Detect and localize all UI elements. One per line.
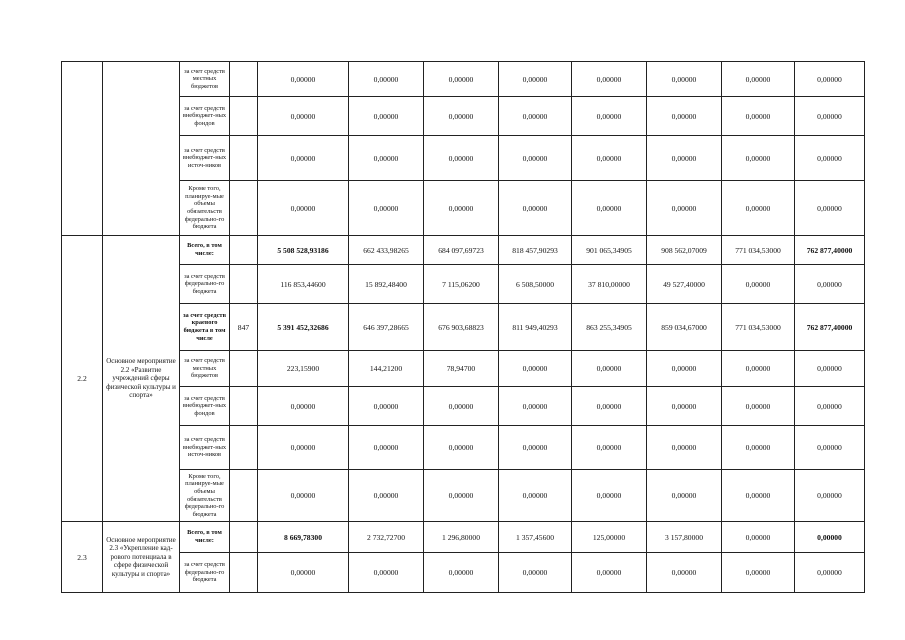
year-amount: 0,00000	[722, 136, 795, 181]
measure-name: Основное мероприятие 2.2 «Развитие учреждений сферы физической культуры и спорта»	[103, 236, 180, 522]
year-amount: 125,00000	[572, 522, 647, 553]
total-amount: 0,00000	[258, 97, 349, 136]
year-amount: 0,00000	[795, 553, 865, 593]
year-amount: 0,00000	[647, 181, 722, 236]
admin-code: 847	[230, 304, 258, 351]
year-amount: 0,00000	[795, 522, 865, 553]
year-amount: 0,00000	[499, 136, 572, 181]
year-amount: 818 457,90293	[499, 236, 572, 265]
year-amount: 0,00000	[499, 470, 572, 522]
year-amount: 0,00000	[499, 426, 572, 470]
year-amount: 0,00000	[722, 62, 795, 97]
year-amount: 0,00000	[647, 97, 722, 136]
year-amount: 0,00000	[795, 181, 865, 236]
year-amount: 0,00000	[795, 97, 865, 136]
funding-source: за счет средств внебюджет-ных источ-ников	[180, 136, 230, 181]
total-amount: 8 669,78300	[258, 522, 349, 553]
year-amount: 0,00000	[795, 351, 865, 387]
year-amount: 0,00000	[647, 470, 722, 522]
year-amount: 0,00000	[722, 265, 795, 304]
year-amount: 1 296,80000	[424, 522, 499, 553]
year-amount: 0,00000	[424, 553, 499, 593]
year-amount: 0,00000	[572, 136, 647, 181]
year-amount: 0,00000	[424, 62, 499, 97]
year-amount: 0,00000	[647, 387, 722, 426]
year-amount: 0,00000	[499, 351, 572, 387]
funding-source: за счет средств внебюджет-ных фондов	[180, 387, 230, 426]
measure-name	[103, 62, 180, 236]
funding-source: за счет средств местных бюджетов	[180, 62, 230, 97]
year-amount: 0,00000	[647, 553, 722, 593]
year-amount: 0,00000	[499, 181, 572, 236]
table-row	[62, 265, 865, 304]
year-amount: 0,00000	[499, 387, 572, 426]
admin-code	[230, 97, 258, 136]
year-amount: 0,00000	[349, 470, 424, 522]
admin-code	[230, 181, 258, 236]
year-amount: 0,00000	[349, 97, 424, 136]
year-amount: 0,00000	[499, 62, 572, 97]
total-amount: 0,00000	[258, 387, 349, 426]
year-amount: 762 877,40000	[795, 236, 865, 265]
year-amount: 0,00000	[795, 387, 865, 426]
measure-name: Основное мероприятие 2.3 «Укрепление кад-рового потенциала в сфере физической культуры и спорта»	[103, 522, 180, 593]
table-row	[62, 236, 865, 265]
year-amount: 2 732,72700	[349, 522, 424, 553]
year-amount: 771 034,53000	[722, 236, 795, 265]
year-amount: 0,00000	[572, 351, 647, 387]
year-amount: 0,00000	[722, 522, 795, 553]
year-amount: 0,00000	[349, 387, 424, 426]
year-amount: 0,00000	[572, 181, 647, 236]
funding-source: за счет средств внебюджет-ных фондов	[180, 97, 230, 136]
total-amount: 5 508 528,93186	[258, 236, 349, 265]
year-amount: 78,94700	[424, 351, 499, 387]
year-amount: 0,00000	[795, 426, 865, 470]
admin-code	[230, 136, 258, 181]
total-amount: 0,00000	[258, 426, 349, 470]
year-amount: 0,00000	[349, 62, 424, 97]
funding-source: Всего, в том числе:	[180, 522, 230, 553]
admin-code	[230, 387, 258, 426]
item-number	[62, 62, 103, 236]
year-amount: 0,00000	[499, 553, 572, 593]
year-amount: 0,00000	[424, 426, 499, 470]
year-amount: 811 949,40293	[499, 304, 572, 351]
year-amount: 3 157,80000	[647, 522, 722, 553]
year-amount: 0,00000	[795, 62, 865, 97]
year-amount: 863 255,34905	[572, 304, 647, 351]
funding-source: за счет средств внебюджет-ных источ-ников	[180, 426, 230, 470]
item-number: 2.3	[62, 522, 103, 593]
year-amount: 6 508,50000	[499, 265, 572, 304]
year-amount: 662 433,98265	[349, 236, 424, 265]
funding-source: за счет средств федерально-го бюджета	[180, 553, 230, 593]
year-amount: 0,00000	[349, 553, 424, 593]
admin-code	[230, 351, 258, 387]
funding-source: за счет средств краевого бюджета в том числе	[180, 304, 230, 351]
year-amount: 1 357,45600	[499, 522, 572, 553]
funding-source: за счет средств федерально-го бюджета	[180, 265, 230, 304]
table-body	[62, 62, 865, 593]
year-amount: 0,00000	[499, 97, 572, 136]
total-amount: 0,00000	[258, 553, 349, 593]
year-amount: 15 892,48400	[349, 265, 424, 304]
total-amount: 0,00000	[258, 181, 349, 236]
table-row	[62, 426, 865, 470]
total-amount: 0,00000	[258, 136, 349, 181]
year-amount: 0,00000	[647, 426, 722, 470]
admin-code	[230, 236, 258, 265]
admin-code	[230, 426, 258, 470]
year-amount: 0,00000	[349, 181, 424, 236]
item-number: 2.2	[62, 236, 103, 522]
year-amount: 49 527,40000	[647, 265, 722, 304]
year-amount: 144,21200	[349, 351, 424, 387]
year-amount: 0,00000	[647, 136, 722, 181]
year-amount: 0,00000	[572, 470, 647, 522]
year-amount: 37 810,00000	[572, 265, 647, 304]
table-row	[62, 522, 865, 553]
total-amount: 0,00000	[258, 62, 349, 97]
total-amount: 5 391 452,32686	[258, 304, 349, 351]
table-row	[62, 387, 865, 426]
admin-code	[230, 62, 258, 97]
year-amount: 7 115,06200	[424, 265, 499, 304]
year-amount: 0,00000	[572, 97, 647, 136]
year-amount: 0,00000	[722, 553, 795, 593]
year-amount: 0,00000	[424, 136, 499, 181]
funding-source: Кроме того, планируе-мые объемы обязательств федерально-го бюджета	[180, 470, 230, 522]
year-amount: 0,00000	[722, 387, 795, 426]
table-row	[62, 470, 865, 522]
funding-source: Кроме того, планируе-мые объемы обязательств федерально-го бюджета	[180, 181, 230, 236]
year-amount: 0,00000	[424, 97, 499, 136]
year-amount: 0,00000	[722, 181, 795, 236]
total-amount: 0,00000	[258, 470, 349, 522]
year-amount: 0,00000	[424, 181, 499, 236]
year-amount: 901 065,34905	[572, 236, 647, 265]
year-amount: 0,00000	[795, 265, 865, 304]
total-amount: 116 853,44600	[258, 265, 349, 304]
year-amount: 0,00000	[722, 470, 795, 522]
table-row	[62, 136, 865, 181]
year-amount: 0,00000	[722, 97, 795, 136]
year-amount: 684 097,69723	[424, 236, 499, 265]
table-row	[62, 553, 865, 593]
year-amount: 676 903,68823	[424, 304, 499, 351]
admin-code	[230, 470, 258, 522]
year-amount: 0,00000	[795, 136, 865, 181]
funding-source: Всего, в том числе:	[180, 236, 230, 265]
year-amount: 771 034,53000	[722, 304, 795, 351]
year-amount: 908 562,07009	[647, 236, 722, 265]
year-amount: 0,00000	[424, 387, 499, 426]
table-row	[62, 97, 865, 136]
year-amount: 762 877,40000	[795, 304, 865, 351]
year-amount: 859 034,67000	[647, 304, 722, 351]
funding-source: за счет средств местных бюджетов	[180, 351, 230, 387]
year-amount: 0,00000	[722, 426, 795, 470]
table-row	[62, 181, 865, 236]
year-amount: 0,00000	[572, 387, 647, 426]
total-amount: 223,15900	[258, 351, 349, 387]
year-amount: 0,00000	[795, 470, 865, 522]
year-amount: 0,00000	[572, 426, 647, 470]
table-row	[62, 351, 865, 387]
year-amount: 0,00000	[647, 62, 722, 97]
year-amount: 646 397,28665	[349, 304, 424, 351]
table-row	[62, 304, 865, 351]
year-amount: 0,00000	[647, 351, 722, 387]
year-amount: 0,00000	[424, 470, 499, 522]
table-row	[62, 62, 865, 97]
year-amount: 0,00000	[572, 553, 647, 593]
year-amount: 0,00000	[722, 351, 795, 387]
admin-code	[230, 522, 258, 553]
year-amount: 0,00000	[349, 426, 424, 470]
year-amount: 0,00000	[572, 62, 647, 97]
admin-code	[230, 553, 258, 593]
admin-code	[230, 265, 258, 304]
budget-table	[61, 61, 865, 593]
year-amount: 0,00000	[349, 136, 424, 181]
